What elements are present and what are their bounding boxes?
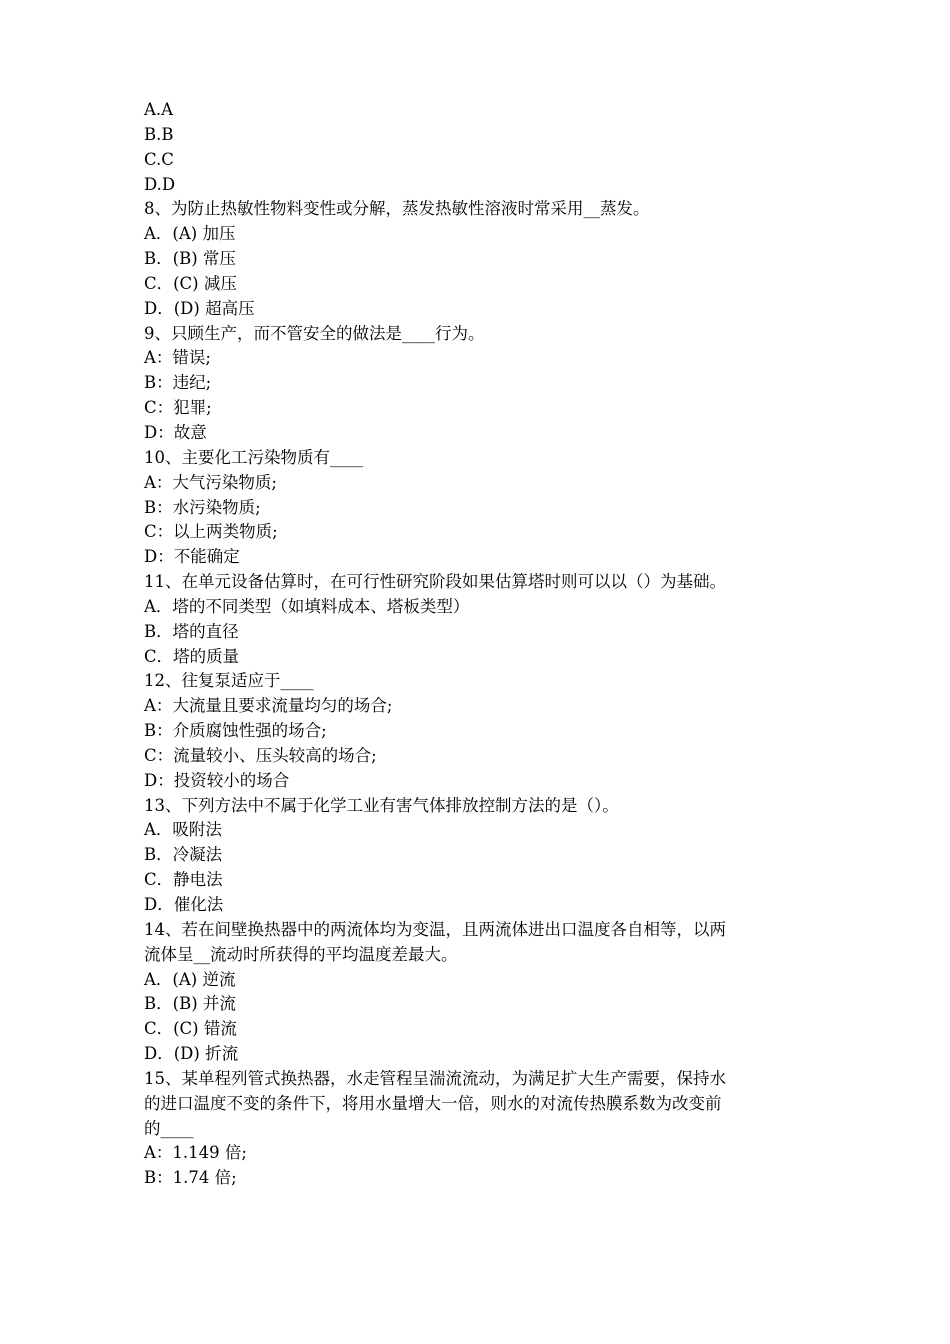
text-line: C.C [144, 149, 174, 169]
text-line: D．(D) 折流 [144, 1044, 239, 1064]
text-line: B．(B) 常压 [144, 249, 236, 269]
text-line: B.B [144, 124, 174, 144]
text-line: B：介质腐蚀性强的场合; [144, 721, 327, 741]
text-line: 15、某单程列管式换热器，水走管程呈湍流流动，为满足扩大生产需要，保持水 [144, 1068, 726, 1088]
text-line: A：大流量且要求流量均匀的场合; [144, 696, 393, 716]
text-line: B：1.74 倍; [144, 1168, 237, 1188]
text-line: A.A [144, 100, 174, 119]
text-line: 13、下列方法中不属于化学工业有害气体排放控制方法的是（）。 [144, 795, 619, 815]
text-line: C．静电法 [144, 870, 223, 890]
text-line: A．塔的不同类型（如填料成本、塔板类型） [144, 596, 470, 616]
text-line: 的进口温度不变的条件下，将用水量增大一倍，则水的对流传热膜系数为改变前 [144, 1093, 722, 1113]
text-line: D.D [144, 174, 176, 194]
text-line: A：大气污染物质; [144, 472, 277, 492]
text-line: C：以上两类物质; [144, 522, 278, 542]
text-line: A．吸附法 [144, 820, 222, 840]
text-line: B：水污染物质; [144, 497, 261, 517]
text-line: 流体呈__流动时所获得的平均温度差最大。 [144, 944, 458, 964]
text-line: D：投资较小的场合 [144, 770, 290, 790]
text-line: D：不能确定 [144, 547, 240, 567]
text-line: D．催化法 [144, 895, 224, 914]
text-line: 14、若在间壁换热器中的两流体均为变温，且两流体进出口温度各自相等，以两 [144, 919, 726, 939]
text-line: B：违纪; [144, 373, 212, 393]
text-line: 12、往复泵适应于____ [144, 671, 314, 691]
text-line: B．(B) 并流 [144, 994, 236, 1014]
text-line: 的____ [144, 1118, 194, 1138]
text-line: D．(D) 超高压 [144, 298, 255, 318]
text-line: 9、只顾生产，而不管安全的做法是____行为。 [144, 323, 485, 343]
text-line: 11、在单元设备估算时，在可行性研究阶段如果估算塔时则可以以（）为基础。 [144, 572, 726, 592]
text-line: A．(A) 逆流 [144, 969, 236, 989]
text-line: C．(C) 减压 [144, 273, 237, 293]
text-line: 10、主要化工污染物质有____ [144, 447, 363, 467]
text-line: A：错误; [144, 348, 211, 368]
text-line: A：1.149 倍; [144, 1143, 247, 1163]
text-line: 8、为防止热敏性物料变性或分解，蒸发热敏性溶液时常采用__蒸发。 [144, 199, 650, 219]
text-line: A．(A) 加压 [144, 224, 236, 244]
text-line: D：故意 [144, 422, 207, 442]
text-line: C．塔的质量 [144, 646, 240, 666]
question-text-block [144, 98, 824, 1191]
text-line: C：犯罪; [144, 398, 212, 418]
text-line: C．(C) 错流 [144, 1019, 237, 1039]
text-line: B．塔的直径 [144, 621, 239, 641]
text-line: B．冷凝法 [144, 845, 223, 865]
text-line: C：流量较小、压头较高的场合; [144, 745, 377, 765]
